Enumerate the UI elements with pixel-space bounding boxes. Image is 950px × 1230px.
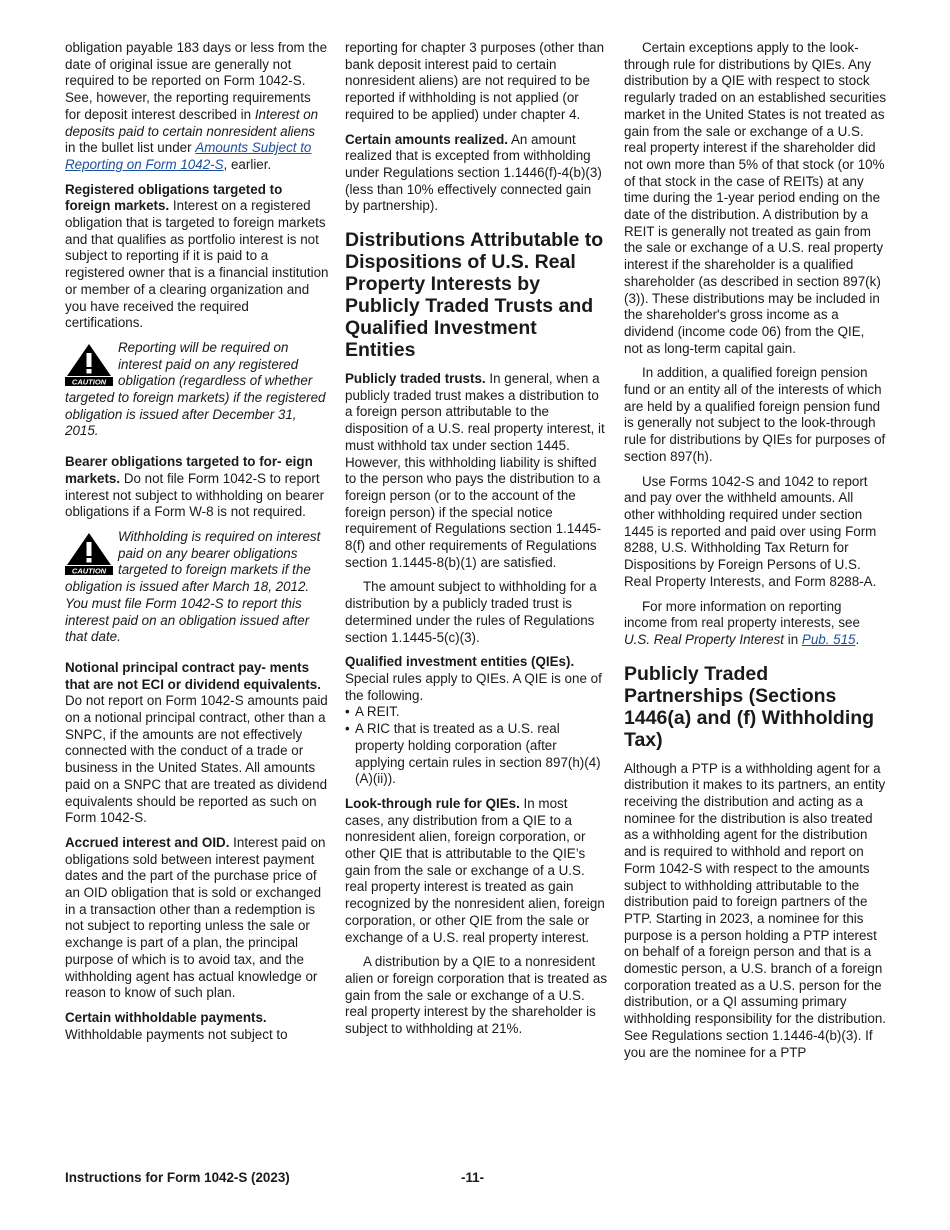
paragraph-bearer-obligations: Bearer obligations targeted to for- eign markets. Do not file Form 1042-S to report interest not subject to withholding on bearer obligations if a Form W-8 is not required. xyxy=(65,454,325,520)
look-through-heading: Look-through rule for QIEs. xyxy=(345,795,520,811)
paragraph-exceptions: Certain exceptions apply to the look-through rule for distributions by QIEs. Any distribution by a QIE with respect to stock regularly traded on an established securities market in the United States is not treated as gain from the sale or exchange of a U.S. real property interest if the shareholder did not own more than 5% of that stock (or 10% of that stock in the case of REITs) at any time during the 1-year period ending on the date of the distribution. A distribution by a REIT is generally not treated as gain from the sale or exchange of a U.S. real property interest if the shareholder is a qualified shareholder (as described in section 897(k)(3)). These distributions may be included in the shareholder's gross income as a dividend (income code 06) from the QIE, not as long-term capital gain. xyxy=(624,40,887,356)
list-item: • A RIC that is treated as a U.S. real property holding corporation (after applying certain rules in section 897(h)(4)(A)(ii)). xyxy=(345,721,607,788)
paragraph-more-info: For more information on reporting income from real property interests, see U.S. Real Property Interest in Pub. 515. xyxy=(624,598,860,647)
column-3 xyxy=(624,40,886,1069)
qie-bullet-list xyxy=(345,704,607,788)
paragraph-forms: Use Forms 1042-S and 1042 to report and pay over the withheld amounts. All other withholding required under section 1445 is reported and paid over using Form 8288, U.S. Withholding Tax Return for Dispositions by Foreign Persons of U.S. Real Property Interests, and Form 8288-A. xyxy=(624,473,877,589)
accrued-interest-heading: Accrued interest and OID. xyxy=(65,834,230,850)
paragraph-certain-withholdable: Certain withholdable payments. Withholdable payments not subject to xyxy=(65,1009,288,1042)
paragraph-distribution-21: A distribution by a QIE to a nonresident alien or foreign corporation that is treated as gain from the sale or exchange of a U.S. real property interest by the shareholder is subject to withholding at 21%. xyxy=(345,954,608,1037)
paragraph-registered-obligations: Registered obligations targeted to foreign markets. Interest on a registered obligation that is targeted to foreign markets and that qualifies as portfolio interest is not subject to reporting if it is paid to a registered owner that is a financial institution or member of a clearing organization and you have received the required certifications. xyxy=(65,181,329,331)
paragraph-intro: reporting for chapter 3 purposes (other than bank deposit interest paid to certain nonresident aliens) are not required to be reported if withholding is not applied (or required to be applied) under chapter 4. xyxy=(345,40,605,122)
paragraph-publicly-traded-trusts: Publicly traded trusts. In general, when a publicly traded trust makes a distribution to a foreign person attributable to the disposition of a U.S. real property interest, it must withhold tax under section 1445. However, this withholding liability is shifted to the person who pays the distribution to a foreign person (or to the account of the foreign person) if the special notice requirement of Regulations section 1.1445-8(f) and other requirements of Regulations section 1.1445-8(b)(1) are satisfied. xyxy=(345,371,605,570)
certain-amounts-heading: Certain amounts realized. xyxy=(345,131,508,147)
publicly-traded-trusts-heading: Publicly traded trusts. xyxy=(345,371,486,387)
column-2 xyxy=(345,40,607,1046)
bearer-obligations-heading: Bearer obligations targeted to for- eign markets. xyxy=(65,454,313,486)
footer-form-title: Instructions for Form 1042-S (2023) xyxy=(65,1170,290,1185)
amounts-subject-to-reporting-link[interactable]: Amounts Subject to Reporting on Form 1042-S xyxy=(65,140,312,172)
pub-515-link[interactable]: Pub. 515 xyxy=(801,631,856,647)
svg-text:CAUTION: CAUTION xyxy=(71,566,107,575)
paragraph-look-through: Look-through rule for QIEs. In most cases, any distribution from a QIE to a nonresident alien, foreign corporation, or other QIE that is attributable to the QIE’s gain from the sale or exchange of a U.S. real property interest is treated as gain recognized by the nonresident alien, foreign corporation, or other QIE from the sale or exchange of a U.S. real property interest. xyxy=(345,795,605,945)
caution-icon xyxy=(65,342,113,386)
page-number: -11- xyxy=(461,1170,485,1185)
certain-withholdable-heading: Certain withholdable payments. xyxy=(65,1009,267,1025)
paragraph-amount-subject: The amount subject to withholding for a distribution by a publicly traded trust is determined under the rules of Regulations section 1.1445-5(c)(3). xyxy=(345,579,597,645)
notional-principal-heading: Notional principal contract pay- ments that are not ECI or dividend equivalents. xyxy=(65,659,321,692)
paragraph-intro: obligation payable 183 days or less from the date of original issue are generally not required to be reported on Form 1042-S. See, however, the reporting requirements for deposit interest described in Interest on deposits paid to certain nonresident aliens in the bullet list under Amounts Subject to Reporting on Form 1042-S, earlier. xyxy=(65,40,328,172)
qie-heading: Qualified investment entities (QIEs). xyxy=(345,654,575,670)
column-1 xyxy=(65,40,329,1051)
paragraph-pension-fund: In addition, a qualified foreign pension fund or an entity all of the interests of which are held by a qualified foreign pension fund is generally not subject to the look-through rule for distributions by QIEs for purposes of section 897(h). xyxy=(624,365,886,464)
paragraph-accrued-interest: Accrued interest and OID. Interest paid on obligations sold between interest payment dates and the part of the purchase price of an OID obligation that is sold or exchanged in a transaction other than a redemption is not subject to reporting unless the sale or exchange is part of a plan, the principal purpose of which is to avoid tax, and the withholding agent has actual knowledge or reason to know of such plan. xyxy=(65,834,326,1001)
svg-text:CAUTION: CAUTION xyxy=(71,377,107,386)
paragraph-notional-principal: Notional principal contract pay- ments that are not ECI or dividend equivalents. Do not report on Form 1042-S amounts paid on a notional principal contract, other than a SNPC, if the amounts are not effectively connected with the conduct of a trade or business in the United States. All amounts paid on a SNPC that are treated as dividend equivalents should be reported as such on Form 1042-S. xyxy=(65,659,328,826)
section-heading-distributions: Distributions Attributable to Dispositions of U.S. Real Property Interests by Publicly Traded Trusts and Qualified Investment Entities xyxy=(345,229,604,362)
list-item: • A REIT. xyxy=(345,704,607,721)
caution-note-bearer: CAUTION Withholding is required on interest paid on any bearer obligations targeted to foreign markets if the obligation is issued after March 18, 2012. You must file Form 1042-S to report this interest paid on an obligation issued after that date. xyxy=(65,528,321,645)
caution-icon xyxy=(65,531,113,575)
paragraph-ptp: Although a PTP is a withholding agent for a distribution it makes to its partners, an entity receiving the distribution and acting as a nominee for the distribution is also treated as a withholding agent for the distribution and is required to withhold and report on Form 1042-S with respect to the amounts subject to withholding attributable to the distribution paid to foreign partners of the PTP. Starting in 2023, a nominee for this purpose is a person holding a PTP interest on behalf of a foreign person and that is a domestic person, a U.S. branch of a foreign corporation treated as a U.S. person for the distribution, or a QI assuming primary withholding responsibility for the distribution. See Regulations section 1.1446-4(b)(3). If you are the nominee for a PTP xyxy=(624,760,887,1060)
caution-note-registered: CAUTION Reporting will be required on interest paid on any registered obligation (regardless of whether targeted to foreign markets) if the registered obligation is issued after December 31, 2015. xyxy=(65,339,326,439)
section-heading-ptp: Publicly Traded Partnerships (Sections 1446(a) and (f) Withholding Tax) xyxy=(624,662,875,751)
paragraph-qie: Qualified investment entities (QIEs). Special rules apply to QIEs. A QIE is one of the following. xyxy=(345,654,602,703)
paragraph-certain-amounts: Certain amounts realized. An amount realized that is excepted from withholding under Regulations section 1.1446(f)-4(b)(3) (less than 10% effectively connected gain by partnership). xyxy=(345,131,602,214)
registered-obligations-heading: Registered obligations targeted to foreign markets. xyxy=(65,181,283,214)
